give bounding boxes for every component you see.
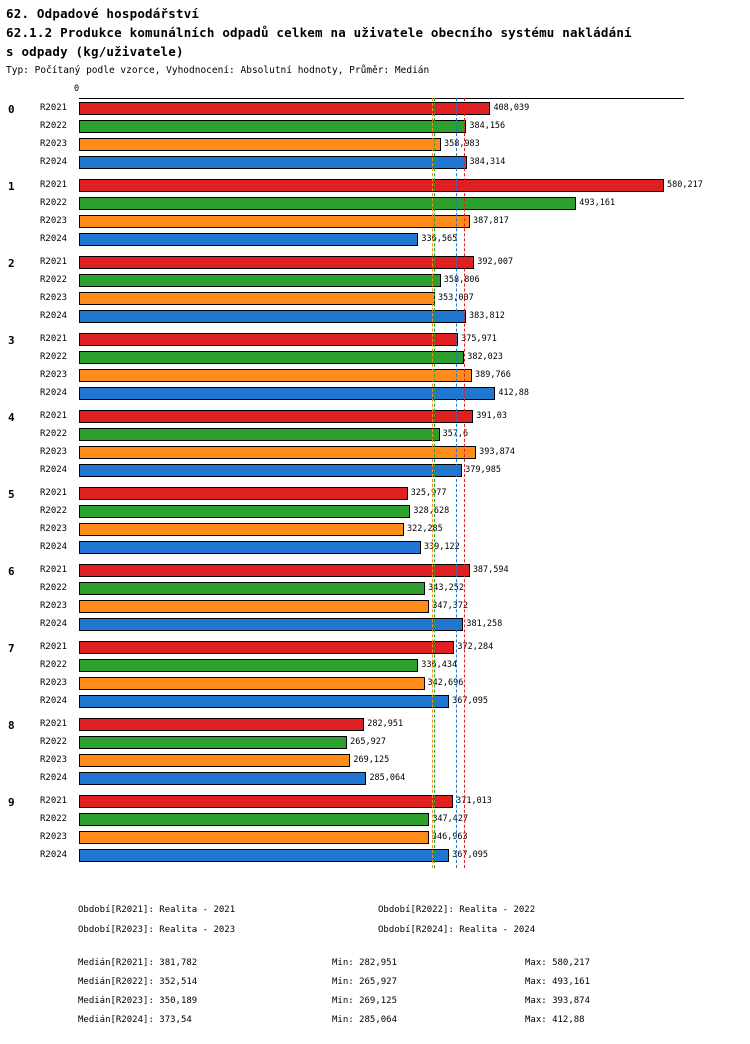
- axis-top-line: [79, 98, 684, 99]
- bar-value-label: 336,565: [421, 234, 458, 244]
- group-index-label: 2: [8, 257, 15, 270]
- bar-row: [0, 675, 750, 693]
- bar: [79, 369, 472, 382]
- series-label: R2023: [40, 755, 68, 765]
- chart-header: [0, 0, 750, 78]
- bar-value-label: 384,156: [469, 121, 506, 131]
- header-line-2: 62.1.2 Produkce komunálních odpadů celkem na uživatele obecního systému nakládání: [6, 25, 632, 40]
- bar-row: [0, 616, 750, 634]
- bar-value-label: 343,252: [428, 583, 464, 593]
- bar: [79, 428, 440, 441]
- bar: [79, 333, 458, 346]
- bar-row: [0, 290, 750, 308]
- bar-value-label: 383,812: [469, 311, 505, 321]
- bar-row: [0, 136, 750, 154]
- legend-item: Období[R2022]: Realita - 2022: [378, 905, 536, 915]
- bar-row: [0, 213, 750, 231]
- series-label: R2024: [40, 234, 68, 244]
- bar-row: [0, 734, 750, 752]
- stat-min: Min: 269,125: [332, 996, 398, 1006]
- bar-value-label: 387,817: [473, 216, 509, 226]
- series-label: R2023: [40, 139, 68, 149]
- bar-row: [0, 693, 750, 711]
- bar-value-label: 393,874: [479, 447, 515, 457]
- bar-row: [0, 331, 750, 349]
- bar-row: [0, 503, 750, 521]
- bar-row: [0, 462, 750, 480]
- bar-row: [0, 177, 750, 195]
- stat-median: Medián[R2023]: 350,189: [78, 996, 198, 1006]
- bar: [79, 292, 435, 305]
- bar-row: [0, 385, 750, 403]
- bar-value-label: 346,963: [431, 832, 468, 842]
- chart-group: [0, 254, 750, 326]
- series-label: R2024: [40, 388, 68, 398]
- bar-value-label: 391,03: [476, 411, 507, 421]
- series-label: R2022: [40, 198, 68, 208]
- series-label: R2024: [40, 696, 68, 706]
- bar-row: [0, 752, 750, 770]
- series-label: R2021: [40, 642, 68, 652]
- bar-value-label: 265,927: [350, 737, 386, 747]
- bar: [79, 641, 454, 654]
- series-label: R2024: [40, 542, 68, 552]
- bar: [79, 523, 404, 536]
- bar: [79, 410, 473, 423]
- series-label: R2024: [40, 157, 68, 167]
- bar-value-label: 358,806: [443, 275, 480, 285]
- series-label: R2022: [40, 506, 68, 516]
- bar-row: [0, 444, 750, 462]
- bar: [79, 582, 425, 595]
- bar-row: [0, 598, 750, 616]
- median-line-medi-n-r2024-: [456, 98, 458, 868]
- series-label: R2023: [40, 678, 68, 688]
- series-label: R2022: [40, 737, 68, 747]
- bar-row: [0, 118, 750, 136]
- bar: [79, 446, 476, 459]
- group-index-label: 9: [8, 796, 15, 809]
- bar-value-label: 372,284: [457, 642, 494, 652]
- bar-value-label: 375,971: [461, 334, 497, 344]
- stat-line: [0, 958, 750, 977]
- bar-row: [0, 349, 750, 367]
- bar-value-label: 342,696: [427, 678, 464, 688]
- series-label: R2023: [40, 447, 68, 457]
- bar-row: [0, 847, 750, 865]
- series-label: R2022: [40, 660, 68, 670]
- bar-row: [0, 580, 750, 598]
- series-label: R2022: [40, 275, 68, 285]
- bar-row: [0, 521, 750, 539]
- bar-value-label: 384,314: [469, 157, 506, 167]
- bar: [79, 795, 453, 808]
- bar-chart: [0, 84, 750, 870]
- chart-group: [0, 639, 750, 711]
- series-label: R2021: [40, 796, 68, 806]
- chart-group: [0, 408, 750, 480]
- bar: [79, 274, 441, 287]
- bar-value-label: 387,594: [472, 565, 509, 575]
- stat-max: Max: 412,88: [525, 1015, 585, 1025]
- group-index-label: 7: [8, 642, 15, 655]
- bar: [79, 487, 408, 500]
- bar-row: [0, 272, 750, 290]
- bar-value-label: 285,064: [369, 773, 406, 783]
- legend-item: Období[R2021]: Realita - 2021: [78, 905, 236, 915]
- series-label: R2023: [40, 370, 68, 380]
- bar-row: [0, 716, 750, 734]
- bar-row: [0, 562, 750, 580]
- bar: [79, 179, 664, 192]
- group-index-label: 8: [8, 719, 15, 732]
- series-label: R2021: [40, 719, 68, 729]
- bar-value-label: 389,766: [475, 370, 511, 380]
- bar: [79, 618, 463, 631]
- bar-value-label: 392,007: [477, 257, 514, 267]
- series-label: R2023: [40, 524, 68, 534]
- bar-row: [0, 231, 750, 249]
- legend-item: Období[R2023]: Realita - 2023: [78, 925, 236, 935]
- bar: [79, 215, 470, 228]
- median-line-medi-n-r2022-: [434, 98, 436, 868]
- bar: [79, 505, 410, 518]
- header-line-3: s odpady (kg/uživatele): [6, 44, 184, 59]
- bar-value-label: 580,217: [667, 180, 703, 190]
- bar-row: [0, 770, 750, 788]
- legend-item: Období[R2024]: Realita - 2024: [378, 925, 536, 935]
- bar: [79, 813, 429, 826]
- bar-value-label: 347,427: [432, 814, 469, 824]
- series-label: R2021: [40, 488, 68, 498]
- bar: [79, 831, 429, 844]
- bar: [79, 120, 466, 133]
- bar-value-label: 367,095: [452, 696, 488, 706]
- header-line-1: 62. Odpadové hospodářství: [6, 6, 200, 21]
- bar: [79, 772, 366, 785]
- bar-value-label: 357,6: [442, 429, 469, 439]
- bar: [79, 695, 449, 708]
- bar-value-label: 379,985: [465, 465, 501, 475]
- series-label: R2022: [40, 429, 68, 439]
- series-label: R2022: [40, 352, 68, 362]
- series-label: R2021: [40, 565, 68, 575]
- chart-group: [0, 562, 750, 634]
- bar-row: [0, 254, 750, 272]
- chart-group: [0, 485, 750, 557]
- stat-median: Medián[R2021]: 381,782: [78, 958, 198, 968]
- chart-statistics: [0, 958, 750, 1034]
- series-label: R2023: [40, 293, 68, 303]
- series-label: R2021: [40, 411, 68, 421]
- header-subtitle: Typ: Počítaný podle vzorce, Vyhodnocení: Absolutní hodnoty, Průměr: Medián: [6, 65, 430, 76]
- chart-group: [0, 716, 750, 788]
- bar-value-label: 353,007: [437, 293, 474, 303]
- bar: [79, 849, 449, 862]
- bar-value-label: 339,122: [423, 542, 460, 552]
- bar: [79, 541, 421, 554]
- bar-value-label: 382,023: [467, 352, 504, 362]
- median-line-medi-n-r2021-: [464, 98, 466, 868]
- bar-value-label: 347,372: [432, 601, 469, 611]
- bar: [79, 659, 418, 672]
- stat-median: Medián[R2024]: 373,54: [78, 1015, 192, 1025]
- bar: [79, 256, 474, 269]
- series-label: R2024: [40, 465, 68, 475]
- series-label: R2021: [40, 180, 68, 190]
- stat-max: Max: 580,217: [525, 958, 591, 968]
- stat-line: [0, 996, 750, 1015]
- series-label: R2024: [40, 850, 68, 860]
- series-label: R2022: [40, 814, 68, 824]
- bar-value-label: 367,095: [452, 850, 488, 860]
- bar: [79, 233, 418, 246]
- group-index-label: 4: [8, 411, 15, 424]
- series-label: R2024: [40, 311, 68, 321]
- bar-value-label: 322,285: [406, 524, 443, 534]
- bar-value-label: 371,013: [456, 796, 492, 806]
- bar: [79, 138, 441, 151]
- chart-group: [0, 793, 750, 865]
- bar: [79, 197, 576, 210]
- bar-value-label: 493,161: [579, 198, 616, 208]
- bar: [79, 718, 364, 731]
- series-label: R2023: [40, 832, 68, 842]
- bar: [79, 600, 429, 613]
- group-index-label: 6: [8, 565, 15, 578]
- bar: [79, 351, 464, 364]
- bar-value-label: 381,258: [466, 619, 503, 629]
- bar-row: [0, 539, 750, 557]
- bar: [79, 156, 467, 169]
- bar: [79, 736, 347, 749]
- median-line-medi-n-r2023-: [432, 98, 434, 868]
- chart-group: [0, 100, 750, 172]
- bar: [79, 464, 462, 477]
- series-label: R2023: [40, 601, 68, 611]
- stat-min: Min: 265,927: [332, 977, 398, 987]
- chart-group: [0, 177, 750, 249]
- stat-min: Min: 282,951: [332, 958, 398, 968]
- stat-max: Max: 393,874: [525, 996, 591, 1006]
- series-label: R2021: [40, 334, 68, 344]
- bar: [79, 677, 425, 690]
- series-label: R2023: [40, 216, 68, 226]
- bar-row: [0, 367, 750, 385]
- stat-line: [0, 1015, 750, 1034]
- bar-row: [0, 100, 750, 118]
- axis-zero-label: 0: [74, 84, 80, 94]
- stat-median: Medián[R2022]: 352,514: [78, 977, 198, 987]
- bar-row: [0, 485, 750, 503]
- bar-row: [0, 426, 750, 444]
- bar-row: [0, 793, 750, 811]
- chart-group: [0, 331, 750, 403]
- series-label: R2022: [40, 121, 68, 131]
- bar-value-label: 412,88: [498, 388, 530, 398]
- series-label: R2022: [40, 583, 68, 593]
- bar-row: [0, 657, 750, 675]
- bar-row: [0, 829, 750, 847]
- stat-line: [0, 977, 750, 996]
- bar-value-label: 328,628: [413, 506, 450, 516]
- bar-row: [0, 639, 750, 657]
- bar-value-label: 282,951: [367, 719, 404, 729]
- bar-row: [0, 195, 750, 213]
- series-label: R2021: [40, 257, 68, 267]
- bar-value-label: 336,434: [421, 660, 458, 670]
- bar-value-label: 408,039: [493, 103, 530, 113]
- bar-row: [0, 811, 750, 829]
- bar-row: [0, 408, 750, 426]
- bar: [79, 102, 490, 115]
- bar-value-label: 325,977: [410, 488, 447, 498]
- group-index-label: 5: [8, 488, 15, 501]
- series-label: R2024: [40, 619, 68, 629]
- stat-max: Max: 493,161: [525, 977, 591, 987]
- group-index-label: 0: [8, 103, 15, 116]
- bar: [79, 754, 350, 767]
- bar: [79, 310, 466, 323]
- group-index-label: 3: [8, 334, 15, 347]
- bar-row: [0, 308, 750, 326]
- bar-value-label: 269,125: [353, 755, 390, 765]
- group-index-label: 1: [8, 180, 15, 193]
- bar-value-label: 358,983: [443, 139, 480, 149]
- bar-row: [0, 154, 750, 172]
- series-label: R2021: [40, 103, 68, 113]
- series-label: R2024: [40, 773, 68, 783]
- bar: [79, 564, 470, 577]
- stat-min: Min: 285,064: [332, 1015, 398, 1025]
